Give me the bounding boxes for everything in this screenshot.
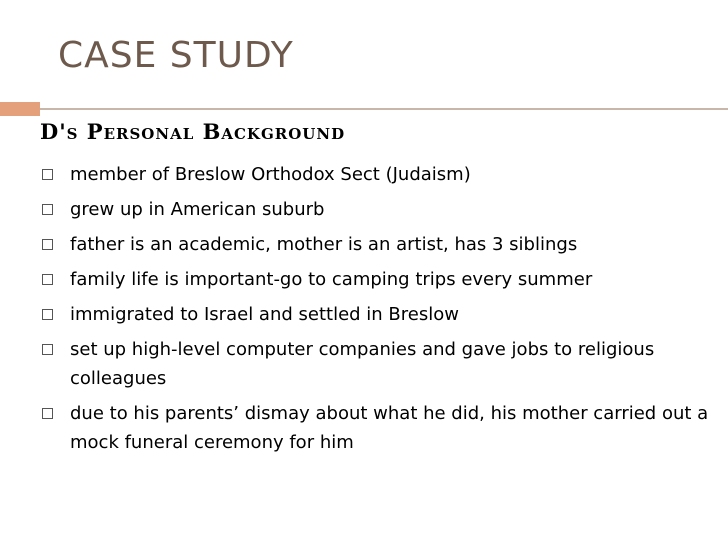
square-bullet-icon [42,204,53,215]
bullet-text: grew up in American suburb [70,199,325,220]
square-bullet-icon [42,169,53,180]
bullet-item [40,230,710,259]
bullet-item [40,195,710,224]
square-bullet-icon [42,309,53,320]
title-rule-line [40,108,728,110]
bullet-text: family life is important-go to camping trips every summer [70,269,593,290]
section-heading: D's Personal Background [40,119,346,144]
square-bullet-icon [42,274,53,285]
bullet-item [40,265,710,294]
bullet-text: father is an academic, mother is an artist, has 3 siblings [70,234,578,255]
title-rule-accent [0,102,40,116]
square-bullet-icon [42,408,53,419]
bullet-item [40,160,710,189]
bullet-list [40,160,710,463]
square-bullet-icon [42,239,53,250]
bullet-item [40,399,710,457]
bullet-text: set up high-level computer companies and gave jobs to religious colleagues [70,339,655,389]
slide-title: CASE STUDY [58,35,294,76]
bullet-item [40,335,710,393]
bullet-text: immigrated to Israel and settled in Breslow [70,304,459,325]
bullet-text: member of Breslow Orthodox Sect (Judaism) [70,164,471,185]
square-bullet-icon [42,344,53,355]
bullet-item [40,300,710,329]
bullet-text: due to his parents’ dismay about what he did, his mother carried out a mock funeral ceremony for him [70,403,709,453]
